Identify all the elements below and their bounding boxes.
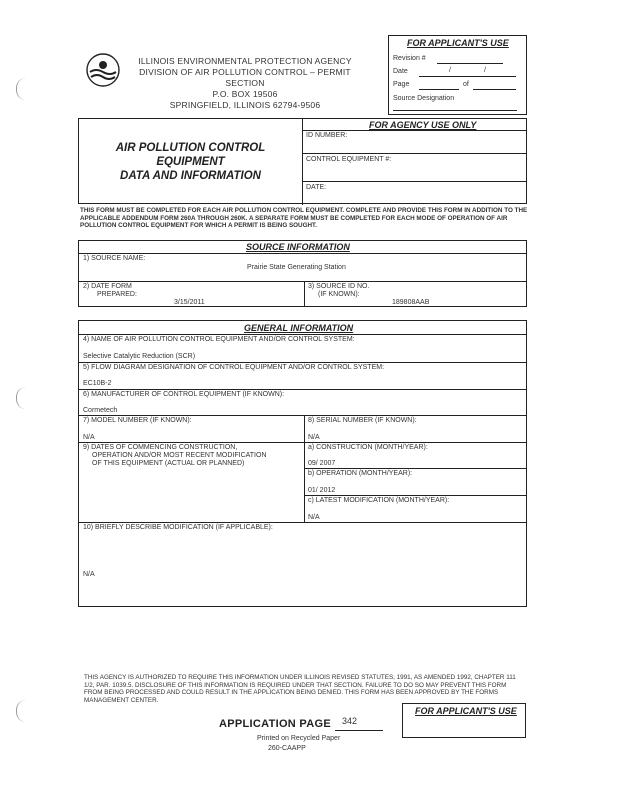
latest-modification-value[interactable]: N/A bbox=[308, 514, 320, 521]
application-page-label: APPLICATION PAGE bbox=[219, 718, 331, 730]
construction-date-value[interactable]: 09/ 2007 bbox=[308, 460, 336, 467]
hole-punch-mark bbox=[16, 700, 27, 722]
hole-punch-mark bbox=[16, 78, 27, 100]
manufacturer-value[interactable]: Cormetech bbox=[83, 407, 118, 414]
date-separator: / bbox=[484, 67, 486, 74]
page-label: Page bbox=[393, 81, 410, 88]
serial-number-value[interactable]: N/A bbox=[308, 434, 320, 441]
form-title bbox=[79, 141, 302, 183]
source-information-header: SOURCE INFORMATION bbox=[246, 242, 350, 252]
construction-date-label: a) CONSTRUCTION (MONTH/YEAR): bbox=[308, 444, 428, 451]
date-prepared-label bbox=[83, 283, 137, 299]
dates-label-line-3: OF THIS EQUIPMENT (ACTUAL OR PLANNED) bbox=[92, 460, 245, 467]
manufacturer-label: 6) MANUFACTURER OF CONTROL EQUIPMENT (IF KNOWN): bbox=[83, 391, 285, 398]
date-label: Date bbox=[393, 68, 408, 75]
source-designation-field[interactable] bbox=[393, 110, 517, 111]
form-title-line-1: AIR POLLUTION CONTROL bbox=[115, 142, 266, 154]
agency-address bbox=[120, 56, 370, 111]
application-page-number: 342 bbox=[342, 716, 358, 726]
operation-date-value[interactable]: 01/ 2012 bbox=[308, 487, 336, 494]
page-total-field[interactable] bbox=[473, 89, 516, 90]
agency-city: SPRINGFIELD, ILLINOIS 62794-9506 bbox=[169, 100, 321, 110]
serial-number-label: 8) SERIAL NUMBER (IF KNOWN): bbox=[308, 417, 417, 424]
model-number-value[interactable]: N/A bbox=[83, 434, 95, 441]
source-information-section bbox=[78, 240, 527, 307]
date-separator: / bbox=[449, 67, 451, 74]
dates-label-line-2: OPERATION AND/OR MOST RECENT MODIFICATION bbox=[92, 452, 267, 459]
source-id-label-line-1: 3) SOURCE ID NO. bbox=[308, 283, 370, 290]
model-number-label: 7) MODEL NUMBER (IF KNOWN): bbox=[83, 417, 192, 424]
dates-label-line-1: 9) DATES OF COMMENCING CONSTRUCTION, bbox=[83, 444, 238, 451]
revision-field[interactable] bbox=[437, 63, 503, 64]
date-field[interactable] bbox=[419, 76, 516, 77]
form-title-line-2: EQUIPMENT bbox=[156, 156, 225, 168]
agency-division: DIVISION OF AIR POLLUTION CONTROL – PERMIT SECTION bbox=[139, 67, 351, 88]
page-field[interactable] bbox=[419, 89, 459, 90]
flow-diagram-label: 5) FLOW DIAGRAM DESIGNATION OF CONTROL EQUIPMENT AND/OR CONTROL SYSTEM: bbox=[83, 364, 385, 371]
applicant-use-title: FOR APPLICANT'S USE bbox=[407, 38, 509, 48]
dates-label bbox=[83, 444, 267, 468]
date-prepared-label-line-2: PREPARED: bbox=[97, 291, 137, 298]
title-block bbox=[78, 118, 527, 204]
of-label: of bbox=[463, 81, 469, 88]
latest-modification-label: c) LATEST MODIFICATION (MONTH/YEAR): bbox=[308, 497, 450, 504]
control-equipment-label: CONTROL EQUIPMENT #: bbox=[306, 156, 392, 163]
date-prepared-label-line-1: 2) DATE FORM bbox=[83, 283, 132, 290]
agency-use-title: FOR AGENCY USE ONLY bbox=[369, 120, 477, 130]
applicant-use-box bbox=[388, 35, 527, 115]
modification-description-value[interactable]: N/A bbox=[83, 571, 95, 578]
disclosure-statement: THIS AGENCY IS AUTHORIZED TO REQUIRE THIS INFORMATION UNDER ILLINOIS REVISED STATUTES, 1991, AS AMENDED 1992, CHAPTER 111 1/2, PAR. 1039.5. DISCLOSURE OF THIS INFORMATION IS REQUIRED UNDER THAT SECTION. FAILURE TO DO SO MAY PREVENT THIS FORM FROM BEING PROCESSED AND COULD RESULT IN THE APPLICATION BEING DENIED. THIS FORM HAS BEEN APPROVED BY THE FORMS MANAGEMENT CENTER. bbox=[84, 674, 516, 704]
printed-on-recycled-paper: Printed on Recycled Paper bbox=[257, 735, 341, 742]
modification-description-label: 10) BRIEFLY DESCRIBE MODIFICATION (IF APPLICABLE): bbox=[83, 524, 273, 531]
source-name-value[interactable]: Prairie State Generating Station bbox=[247, 264, 346, 271]
id-number-label: ID NUMBER: bbox=[306, 132, 348, 139]
control-equipment-name-value[interactable]: Selective Catalytic Reduction (SCR) bbox=[83, 353, 196, 360]
footer-applicant-use-title: FOR APPLICANT'S USE bbox=[415, 706, 517, 716]
source-id-label-line-2: (IF KNOWN): bbox=[318, 291, 360, 298]
footer-applicant-use-box bbox=[402, 703, 526, 738]
flow-diagram-value[interactable]: EC10B-2 bbox=[83, 380, 112, 387]
form-instructions: THIS FORM MUST BE COMPLETED FOR EACH AIR POLLUTION CONTROL EQUIPMENT. COMPLETE AND PROVIDE THIS FORM IN ADDITION TO THE APPLICABLE ADDENDUM FORM 260A THROUGH 260K. A SEPARATE FORM MUST BE COMPLETED FOR EACH MODE OF OPERATION OF AIR POLLUTION CONTROL EQUIPMENT FOR WHICH A PERMIT IS BEING SOUGHT. bbox=[80, 207, 528, 230]
illinois-epa-logo-icon bbox=[85, 52, 121, 88]
date-prepared-value[interactable]: 3/15/2011 bbox=[174, 299, 205, 306]
source-name-label: 1) SOURCE NAME: bbox=[83, 255, 146, 262]
source-id-label bbox=[308, 283, 369, 299]
revision-label: Revision # bbox=[393, 55, 426, 62]
general-information-section bbox=[78, 320, 527, 607]
source-designation-label: Source Designation bbox=[393, 95, 455, 102]
agency-date-label: DATE: bbox=[306, 184, 327, 191]
control-equipment-name-label: 4) NAME OF AIR POLLUTION CONTROL EQUIPMENT AND/OR CONTROL SYSTEM: bbox=[83, 336, 355, 343]
general-information-header: GENERAL INFORMATION bbox=[244, 323, 354, 333]
agency-po-box: P.O. BOX 19506 bbox=[212, 89, 278, 99]
form-title-line-3: DATA AND INFORMATION bbox=[120, 170, 261, 182]
operation-date-label: b) OPERATION (MONTH/YEAR): bbox=[308, 470, 413, 477]
agency-name: ILLINOIS ENVIRONMENTAL PROTECTION AGENCY bbox=[138, 56, 352, 66]
hole-punch-mark bbox=[16, 387, 27, 409]
form-code: 260-CAAPP bbox=[268, 745, 306, 752]
source-id-value[interactable]: 189808AAB bbox=[392, 299, 430, 306]
